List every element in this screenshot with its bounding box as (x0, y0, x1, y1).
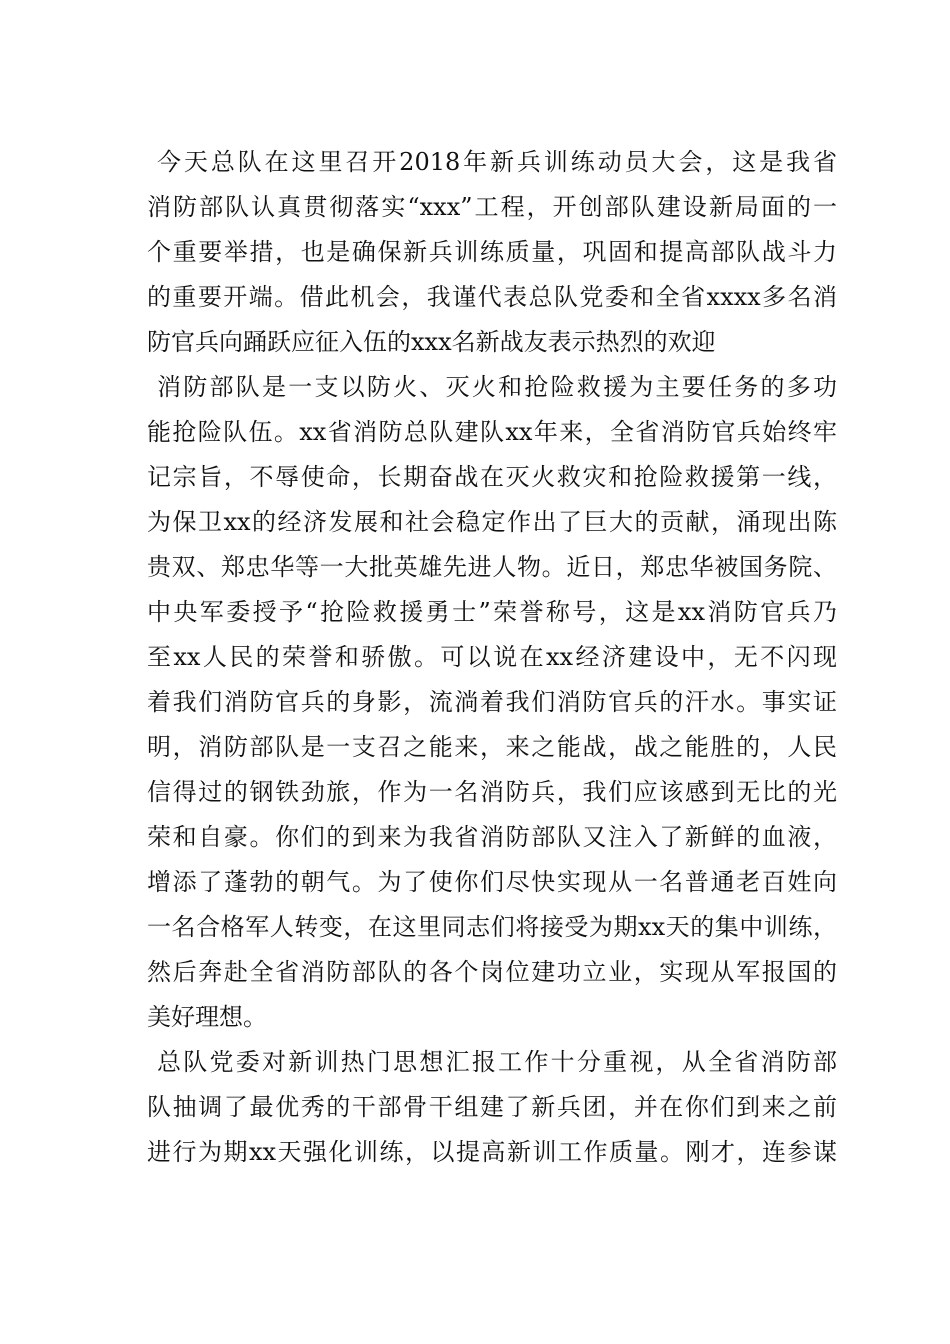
paragraph-2-line-12: 增添了蓬勃的朝气。为了使你们尽快实现从一名普通老百姓向 (147, 868, 837, 896)
paragraph-2-line-5: 贵双、郑忠华等一大批英雄先进人物。近日，郑忠华被国务院、 (147, 553, 837, 581)
paragraph-1-line-4: 的重要开端。借此机会，我谨代表总队党委和全省xxxx多名消 (147, 283, 837, 311)
paragraph-2-line-1: 消防部队是一支以防火、灭火和抢险救援为主要任务的多功 (157, 373, 837, 401)
paragraph-1-line-1: 今天总队在这里召开2018年新兵训练动员大会，这是我省 (157, 148, 837, 176)
paragraph-1-line-2: 消防部队认真贯彻落实“xxx”工程，开创部队建设新局面的一 (147, 193, 837, 221)
paragraph-2-line-11: 荣和自豪。你们的到来为我省消防部队又注入了新鲜的血液， (147, 823, 837, 851)
paragraph-3-line-2: 队抽调了最优秀的干部骨干组建了新兵团，并在你们到来之前 (147, 1093, 837, 1121)
paragraph-2-line-8: 着我们消防官兵的身影，流淌着我们消防官兵的汗水。事实证 (147, 688, 837, 716)
paragraph-1-line-3: 个重要举措，也是确保新兵训练质量，巩固和提高部队战斗力 (147, 238, 837, 266)
paragraph-2-line-6: 中央军委授予“抢险救援勇士”荣誉称号，这是xx消防官兵乃 (147, 598, 837, 626)
paragraph-3-line-1: 总队党委对新训热门思想汇报工作十分重视，从全省消防部 (157, 1048, 837, 1076)
paragraph-2-line-15: 美好理想。 (147, 1003, 267, 1031)
paragraph-2-line-3: 记宗旨，不辱使命，长期奋战在灭火救灾和抢险救援第一线， (147, 463, 837, 491)
paragraph-3-line-3: 进行为期xx天强化训练，以提高新训工作质量。刚才，连参谋 (147, 1138, 837, 1166)
paragraph-2-line-7: 至xx人民的荣誉和骄傲。可以说在xx经济建设中，无不闪现 (147, 643, 837, 671)
paragraph-2-line-10: 信得过的钢铁劲旅，作为一名消防兵，我们应该感到无比的光 (147, 778, 837, 806)
paragraph-2-line-4: 为保卫xx的经济发展和社会稳定作出了巨大的贡献，涌现出陈 (147, 508, 837, 536)
paragraph-1-line-5: 防官兵向踊跃应征入伍的xxx名新战友表示热烈的欢迎 (147, 328, 716, 356)
paragraph-2-line-13: 一名合格军人转变，在这里同志们将接受为期xx天的集中训练， (147, 913, 837, 941)
paragraph-2-line-2: 能抢险队伍。xx省消防总队建队xx年来，全省消防官兵始终牢 (147, 418, 837, 446)
paragraph-2-line-14: 然后奔赴全省消防部队的各个岗位建功立业，实现从军报国的 (147, 958, 837, 986)
paragraph-2-line-9: 明，消防部队是一支召之能来，来之能战，战之能胜的，人民 (147, 733, 837, 761)
document-body (147, 140, 837, 1175)
